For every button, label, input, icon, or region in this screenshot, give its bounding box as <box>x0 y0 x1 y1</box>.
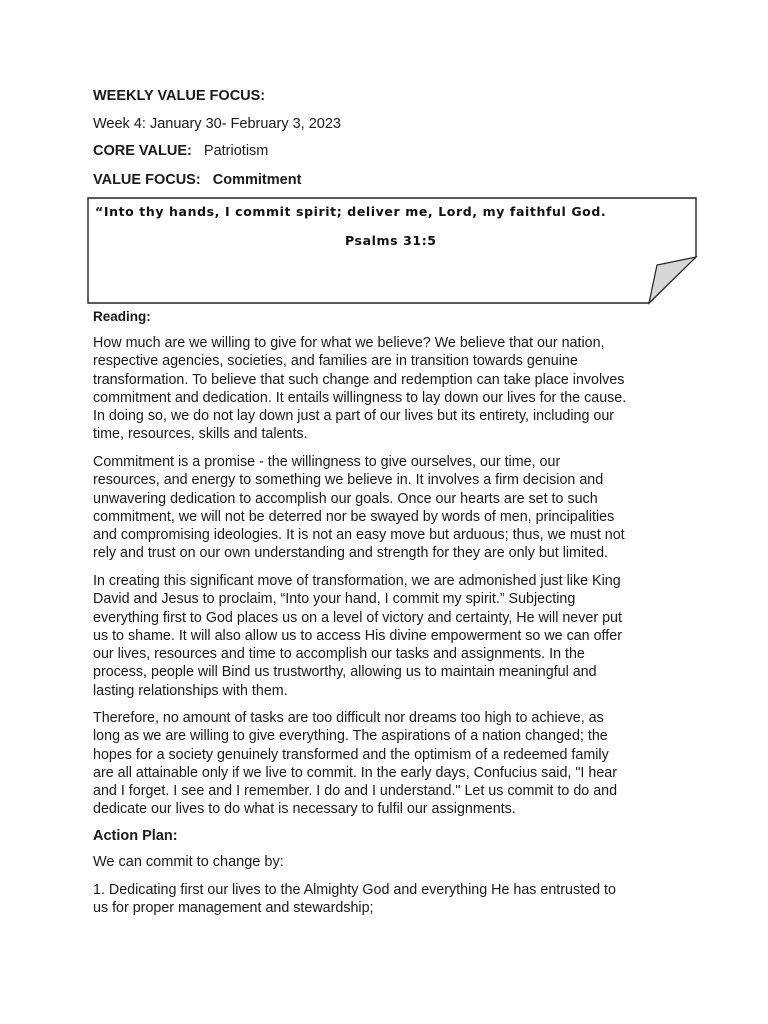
reading-paragraph-3 <box>93 572 683 700</box>
paragraph-line: commitment, we will not be deterred nor be swayed by words of men, principalities <box>93 508 615 525</box>
paragraph-line: Commitment is a promise - the willingness to give ourselves, our time, our <box>93 454 561 470</box>
action-plan-heading: Action Plan: <box>93 828 178 844</box>
paragraph-line: everything first to God places us on a level of victory and certainty, He will never put <box>93 609 622 626</box>
reading-paragraph-4 <box>93 709 683 819</box>
paragraph-line: us for proper management and stewardship; <box>93 900 374 917</box>
paragraph-line: us to shame. It will also allow us to access His divine empowerment so we can offer <box>93 627 622 644</box>
paragraph-line: commitment and dedication. It entails willingness to lay down our lives for the cause. <box>93 389 627 406</box>
paragraph-line: process, people will Bind us trustworthy, allowing us to maintain meaningful and <box>93 664 597 681</box>
paragraph-line: resources, and energy to something we believe in. It involves a firm decision and <box>93 472 604 489</box>
reading-paragraph-2 <box>93 453 683 563</box>
paragraph-line: unwavering dedication to accomplish our goals. Once our hearts are set to such <box>93 490 598 507</box>
weekly-value-focus-label: WEEKLY VALUE FOCUS: <box>93 88 266 104</box>
paragraph-line: respective agencies, societies, and families are in transition towards genuine <box>93 353 578 370</box>
value-focus-text: Commitment <box>212 172 302 188</box>
paragraph-line: and I forget. I see and I remember. I do and I understand." Let us commit to do and <box>93 783 618 800</box>
value-focus-label: VALUE FOCUS: <box>93 172 201 188</box>
action-plan-item-1 <box>93 881 683 918</box>
week-date-line: Week 4: January 30- February 3, 2023 <box>93 116 341 132</box>
core-value-label: CORE VALUE: <box>93 143 192 159</box>
paragraph-line: transformation. To believe that such change and redemption can take place involves <box>93 371 625 388</box>
paragraph-line: In creating this significant move of transformation, we are admonished just like King <box>93 573 621 589</box>
paragraph-line: hopes for a society genuinely transformed and the optimism of a redeemed family <box>93 746 609 763</box>
paragraph-line: David and Jesus to proclaim, “Into your hand, I commit my spirit.” Subjecting <box>93 591 576 608</box>
paragraph-line: and compromising ideologies. It is not an easy move but arduous; thus, we must not <box>93 527 625 544</box>
paragraph-line: In doing so, we do not lay down just a part of our lives but its entirety, including our <box>93 408 615 425</box>
paragraph-line: our lives, resources and time to accomplish our tasks and assignments. In the <box>93 646 585 663</box>
paragraph-line: long as we are willing to give everything. The aspirations of a nation changed; the <box>93 728 608 745</box>
quote-reference: Psalms 31:5 <box>345 233 437 248</box>
paragraph-line: are all attainable only if we live to commit. In the early days, Confucius said, "I hear <box>93 764 617 781</box>
reading-paragraph-1 <box>93 334 683 444</box>
value-focus-line <box>93 172 301 188</box>
paragraph-line: rely and trust on our own understanding and strength for they are only but limited. <box>93 545 608 562</box>
core-value-text: Patriotism <box>203 143 269 159</box>
quote-text: “Into thy hands, I commit spirit; deliver me, Lord, my faithful God. <box>95 204 607 219</box>
paragraph-line: How much are we willing to give for what we believe? We believe that our nation, <box>93 335 605 351</box>
reading-heading: Reading: <box>93 309 151 324</box>
action-plan-intro: We can commit to change by: <box>93 854 284 870</box>
paragraph-line: 1. Dedicating first our lives to the Almighty God and everything He has entrusted to <box>93 882 616 898</box>
core-value-line <box>93 143 268 159</box>
paragraph-line: lasting relationships with them. <box>93 682 288 699</box>
paragraph-line: Therefore, no amount of tasks are too difficult nor dreams too high to achieve, as <box>93 710 604 726</box>
quote-box <box>87 197 697 303</box>
paragraph-line: dedicate our lives to do what is necessary to fulfil our assignments. <box>93 801 516 818</box>
paragraph-line: time, resources, skills and talents. <box>93 426 308 443</box>
